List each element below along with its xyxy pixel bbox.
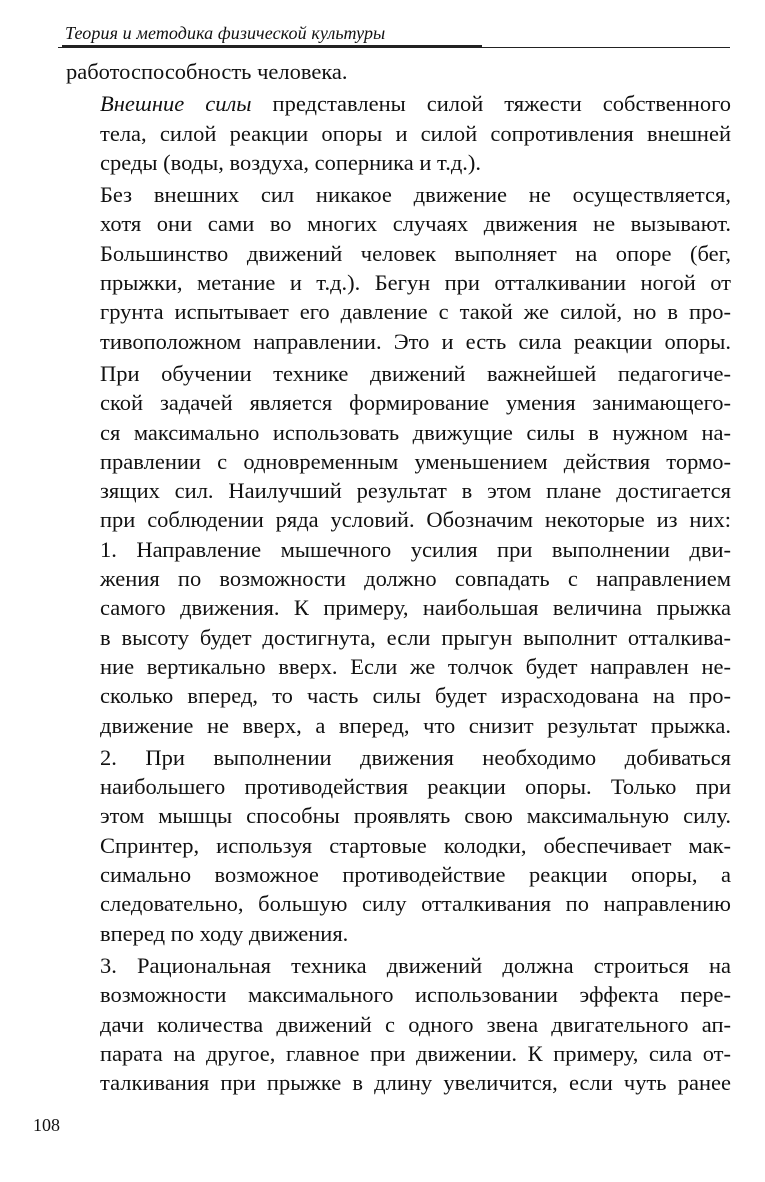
text-line: грунта испытывает его давление с такой же силой, но в про- <box>100 299 731 325</box>
text-line: дачи количества движений с одного звена двигательного ап- <box>100 1011 731 1037</box>
list-item-1 <box>66 535 731 740</box>
text-line: самого движения. К примеру, наибольшая величина прыжка <box>100 595 731 621</box>
page-number: 108 <box>33 1115 60 1135</box>
text-line: при соблюдении ряда условий. Обозначим некоторые из них: <box>100 507 731 533</box>
text-line: Большинство движений человек выполняет на опоре (бег, <box>100 240 731 266</box>
text-line: в высоту будет достигнута, если прыгун выполнит отталкива- <box>100 624 731 650</box>
text-line: Без внешних сил никакое движение не осуществляется, <box>100 182 731 208</box>
text-line: ской задачей является формирование умения занимающего- <box>100 390 731 416</box>
paragraph-teaching-technique <box>66 359 731 535</box>
text-line: хотя они сами во многих случаях движения не вызывают. <box>100 211 731 237</box>
text-line: среды (воды, воздуха, соперника и т.д.). <box>100 149 482 175</box>
text-line: прыжки, метание и т.д.). Бегун при отталкивании ногой от <box>100 270 731 296</box>
header-rule <box>58 47 730 48</box>
list-item-2 <box>66 743 731 948</box>
text-line: Спринтер, используя стартовые колодки, обеспечивает мак- <box>100 832 731 858</box>
paragraph-continuation <box>66 57 731 86</box>
text-line: этом мышцы способны проявлять свою максимальную силу. <box>100 803 731 829</box>
text-line: 2. При выполнении движения необходимо добиваться <box>100 744 731 770</box>
text-line: симально возможное противодействие реакции опоры, а <box>100 862 731 888</box>
text-line: движение не вверх, а вперед, что снизит результат прыжка. <box>100 712 731 738</box>
text-line: следовательно, большую силу отталкивания по направлению <box>100 891 731 917</box>
text-line: работоспособность человека. <box>66 59 348 84</box>
text-line: вперед по ходу движения. <box>100 920 349 946</box>
body-text <box>66 57 731 1097</box>
text-line: ся максимально использовать движущие силы в нужном на- <box>100 419 731 445</box>
text-line: 1. Направление мышечного усилия при выполнении дви- <box>100 536 731 562</box>
text-line: 3. Рациональная техника движений должна строиться на <box>100 952 731 978</box>
paragraph-support-reaction <box>66 180 731 356</box>
text-line: жения по возможности должно совпадать с направлением <box>100 566 731 592</box>
text-line: правлении с одновременным уменьшением действия тормо- <box>100 448 731 474</box>
text-line: возможности максимального использовании эффекта пере- <box>100 982 731 1008</box>
paragraph-external-forces <box>66 89 731 177</box>
list-item-3 <box>66 951 731 1097</box>
running-head: Теория и методика физической культуры <box>65 23 386 43</box>
text-line: При обучении технике движений важнейшей педагогиче- <box>100 360 731 386</box>
text-line: парата на другое, главное при движении. К примеру, сила от- <box>100 1040 731 1066</box>
term-external-forces: Внешние силы <box>100 91 252 117</box>
text-fragment: представлены силой тяжести собственного <box>251 91 732 117</box>
text-line: зящих сил. Наилучший результат в этом плане достигается <box>100 478 731 504</box>
text-line: тела, силой реакции опоры и силой сопротивления внешней <box>100 120 731 146</box>
text-line: талкивания при прыжке в длину увеличится, если чуть ранее <box>100 1070 731 1096</box>
text-line <box>66 89 731 118</box>
text-line: сколько вперед, то часть силы будет израсходована на про- <box>100 683 731 709</box>
text-line: ние вертикально вверх. Если же толчок будет направлен не- <box>100 653 731 679</box>
text-line: наибольшего противодействия реакции опоры. Только при <box>100 774 731 800</box>
text-line: тивоположном направлении. Это и есть сила реакции опоры. <box>100 328 731 354</box>
